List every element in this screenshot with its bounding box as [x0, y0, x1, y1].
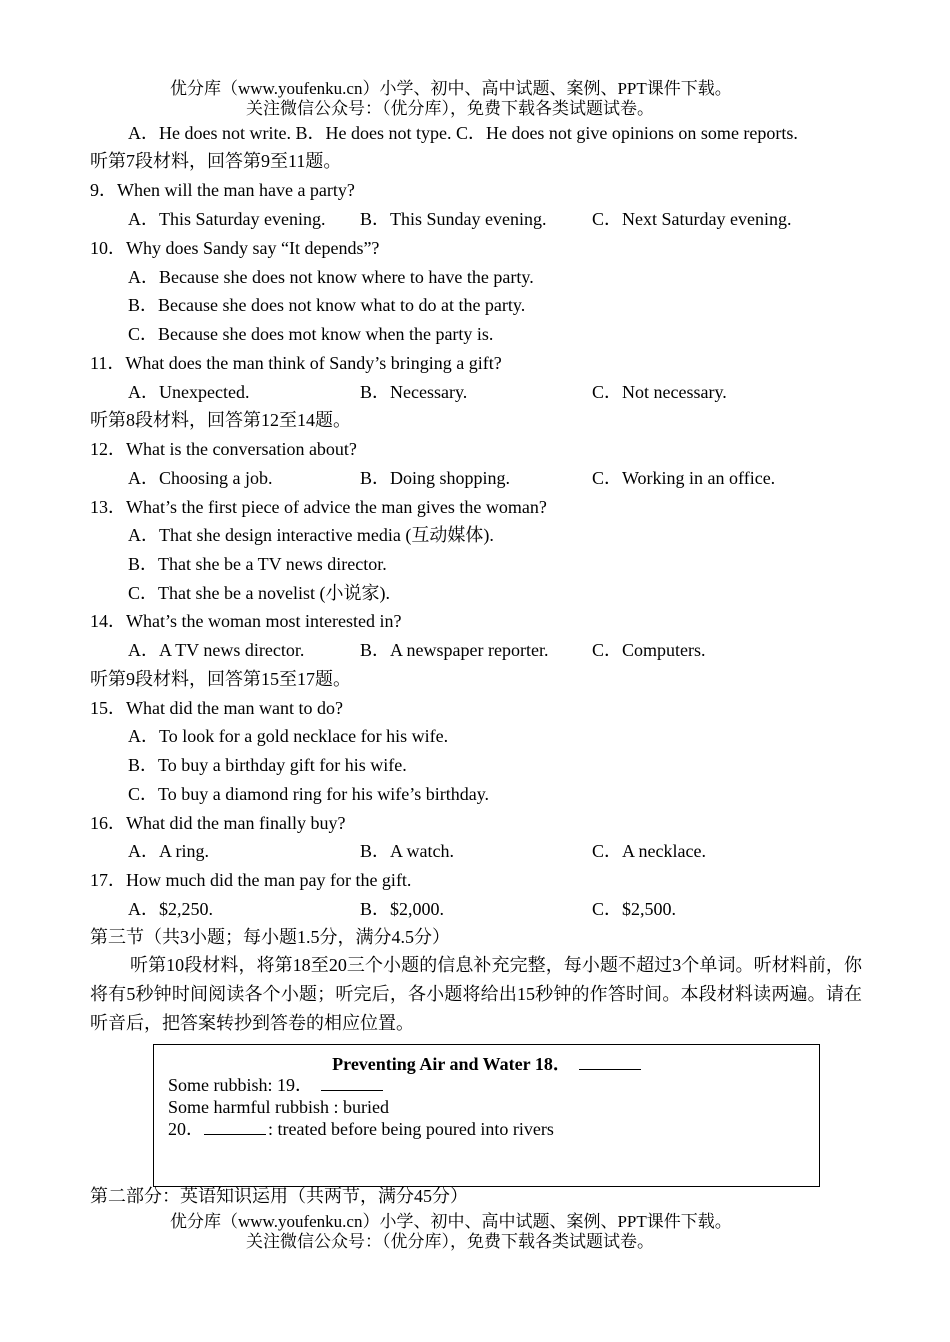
q9-option-a: A．This Saturday evening.: [128, 209, 326, 229]
question-13: 13．What’s the first piece of advice the man gives the woman?: [90, 497, 547, 517]
question-12: 12．What is the conversation about?: [90, 439, 357, 459]
blank-18[interactable]: [579, 1053, 641, 1070]
q13-option-c: C．That she be a novelist (小说家).: [128, 583, 390, 603]
box-title-text: Preventing Air and Water 18．: [332, 1054, 571, 1074]
header-line-1: 优分库（www.youfenku.cn）小学、初中、高中试题、案例、PPT课件下载。: [170, 79, 732, 98]
section-9-intro: 听第9段材料，回答第15至17题。: [90, 669, 351, 689]
question-16: 16．What did the man finally buy?: [90, 813, 346, 833]
fill-in-box: [153, 1044, 820, 1187]
part-2-title: 第二部分：英语知识运用: [90, 1186, 288, 1206]
q13-option-b: B．That she be a TV news director.: [128, 554, 387, 574]
question-9: 9．When will the man have a party?: [90, 180, 355, 200]
question-15: 15．What did the man want to do?: [90, 698, 343, 718]
q15-option-a: A．To look for a gold necklace for his wife.: [128, 726, 449, 746]
q17-option-c: C．$2,500.: [592, 899, 677, 919]
section-7-intro: 听第7段材料，回答第9至11题。: [90, 151, 342, 171]
q12-option-c: C．Working in an office.: [592, 468, 776, 488]
question-17: 17．How much did the man pay for the gift.: [90, 870, 412, 890]
q11-option-c: C．Not necessary.: [592, 382, 727, 402]
part-2-heading: [90, 1185, 468, 1207]
header-line-2: 关注微信公众号：（优分库），免费下载各类试题试卷。: [246, 99, 654, 118]
q17-option-a: A．$2,250.: [128, 899, 213, 919]
footer-line-2: 关注微信公众号：（优分库），免费下载各类试题试卷。: [246, 1232, 654, 1251]
q14-option-c: C．Computers.: [592, 640, 706, 660]
question-8-options: A．He does not write. B．He does not type. C．He does not give opinions on some reports.: [128, 123, 798, 143]
q10-option-a: A．Because she does not know where to have the party.: [128, 267, 534, 287]
blank-20[interactable]: [204, 1118, 266, 1135]
q9-option-c: C．Next Saturday evening.: [592, 209, 792, 229]
box-title: [154, 1053, 819, 1075]
box-line-3: [168, 1118, 554, 1140]
box-line-2: Some harmful rubbish : buried: [168, 1097, 389, 1117]
section-3-title: 第三节（共3小题；每小题1.5分，满分4.5分）: [90, 927, 450, 947]
blank-19[interactable]: [321, 1074, 383, 1091]
q9-option-b: B．This Sunday evening.: [360, 209, 547, 229]
box-line-1: [168, 1074, 383, 1096]
box-line-3-prefix: 20．: [168, 1119, 204, 1139]
q12-option-b: B．Doing shopping.: [360, 468, 511, 488]
box-line-3-suffix: : treated before being poured into rivers: [268, 1119, 554, 1139]
q11-option-a: A．Unexpected.: [128, 382, 250, 402]
section-8-intro: 听第8段材料，回答第12至14题。: [90, 410, 351, 430]
q11-option-b: B．Necessary.: [360, 382, 468, 402]
q16-option-c: C．A necklace.: [592, 841, 706, 861]
section-3-instructions: 听第10段材料，将第18至20三个小题的信息补充完整，每小题不超过3个单词。听材料前，你将有5秒钟时间阅读各个小题；听完后，各小题将给出15秒钟的作答时间。本段材料读两遍。请在听音后，把答案转抄到答卷的相应位置。: [90, 955, 862, 1033]
q14-option-a: A．A TV news director.: [128, 640, 305, 660]
q12-option-a: A．Choosing a job.: [128, 468, 273, 488]
question-10: 10．Why does Sandy say “It depends”?: [90, 238, 380, 258]
footer-line-1: 优分库（www.youfenku.cn）小学、初中、高中试题、案例、PPT课件下载。: [170, 1212, 732, 1231]
q13-option-a: A．That she design interactive media (互动媒体).: [128, 525, 494, 545]
q16-option-b: B．A watch.: [360, 841, 454, 861]
q15-option-c: C．To buy a diamond ring for his wife’s birthday.: [128, 784, 490, 804]
q16-option-a: A．A ring.: [128, 841, 209, 861]
q15-option-b: B．To buy a birthday gift for his wife.: [128, 755, 407, 775]
box-line-1-text: Some rubbish: 19．: [168, 1075, 314, 1095]
q14-option-b: B．A newspaper reporter.: [360, 640, 549, 660]
question-14: 14．What’s the woman most interested in?: [90, 611, 402, 631]
q10-option-c: C．Because she does mot know when the party is.: [128, 324, 494, 344]
part-2-note: （共两节，满分45分）: [288, 1186, 468, 1206]
question-11: 11．What does the man think of Sandy’s bringing a gift?: [90, 353, 502, 373]
q17-option-b: B．$2,000.: [360, 899, 445, 919]
q10-option-b: B．Because she does not know what to do at the party.: [128, 295, 526, 315]
